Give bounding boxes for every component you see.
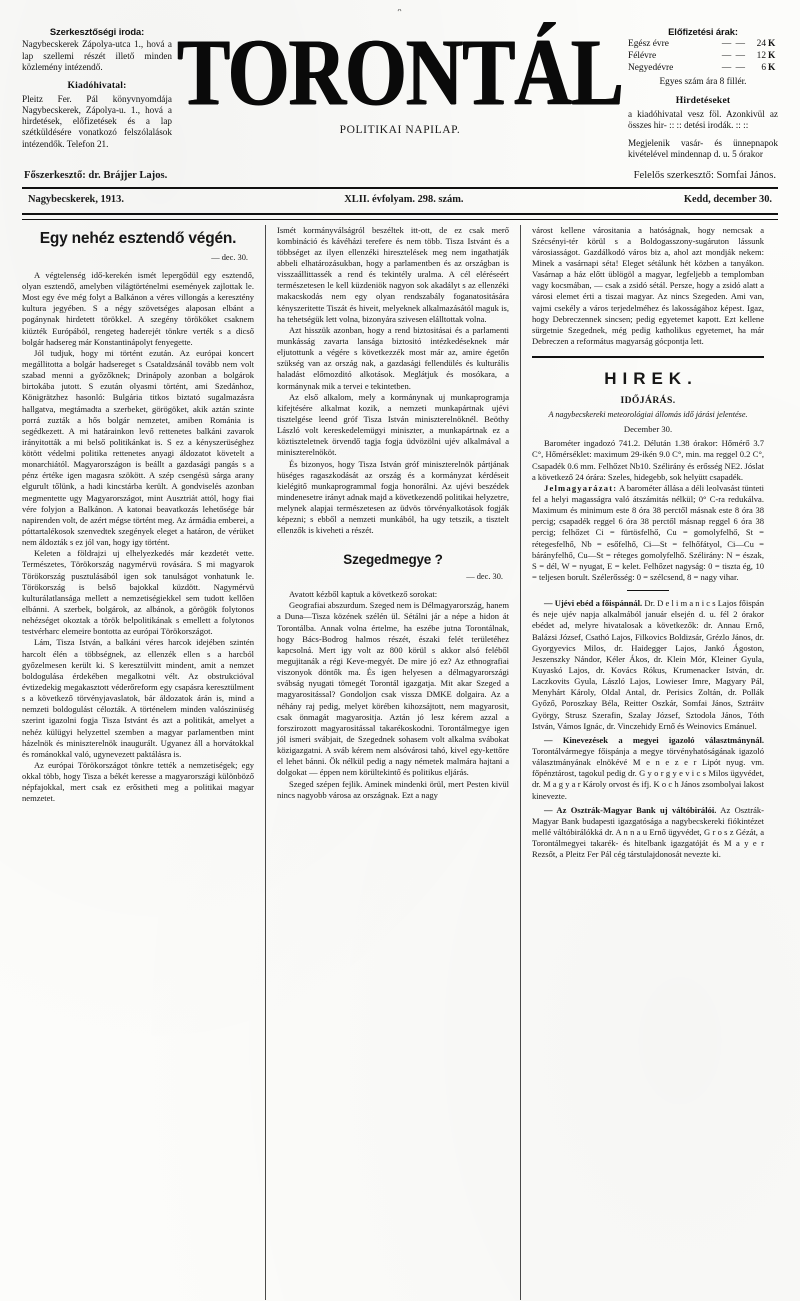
weather-heading: IDŐJÁRÁS. [620, 395, 676, 407]
weather-legend-key: Jelmagyarázat: [544, 482, 618, 493]
subscription-price-table [628, 39, 778, 74]
price-currency: K [768, 62, 776, 73]
second-article-date: — dec. 30. [466, 572, 503, 582]
newspaper-subtitle: POLITIKAI NAPILAP. [339, 123, 461, 136]
single-copy-price: Egyes szám ára 8 fillér. [659, 76, 747, 87]
column-3 [532, 225, 764, 1300]
top-registration-mark: ᴖ [397, 6, 403, 15]
news-item-lead: — Ujévi ebéd a főispánnál. [544, 598, 643, 609]
dateline-day-date: Kedd, december 30. [683, 193, 772, 205]
column-1 [22, 225, 254, 1300]
dateline-issue: XLII. évfolyam. 298. szám. [344, 193, 464, 205]
paragraph: Azt hisszük azonban, hogy a rend biztositásai és a parlamenti munkásság zavarta lansága biztositó intézkedéseknek már eljutottunk a végére s következzék most már az, amire égetőn szükség van az ország nak, a gazdasági fellendülés és kulturális haladást előmozditó alkotások. Meglátjuk és mosókara, a kormánynak mik a tervei e tekintetben. [277, 324, 509, 391]
column-divider [520, 225, 521, 1300]
column-divider [265, 225, 266, 1300]
news-item-lead: — Kinevezések a megyei igazoló választmánynál. [544, 734, 764, 745]
news-item-lead: — Az Osztrák-Magyar Bank uj váltóbirálói. [544, 804, 717, 815]
weather-station-note: A nagybecskereki meteorológiai állomás idő járási jelentése. [548, 409, 748, 419]
news-item-body: Torontálvármegye főispánja a megye törvényhatóságának igazoló választmányának elnökévé M e n e z e r Lipót nyug. vm. főpénztárost, tagokul pedig dr. G y o r g y e v i c s Milos ügyvédet, dr. M a g y a r Károly orvost és ifj. K o c h János zsombolyai lakost kinevezte. [532, 745, 764, 801]
lead-article-title: Egy nehéz esztendő végén. [39, 229, 237, 247]
price-label: Egész évre [628, 39, 669, 50]
advertisements-heading: Hirdetéseket [675, 95, 731, 107]
weather-legend [532, 483, 764, 583]
responsible-editor: Felelős szerkesztő: Somfai János. [633, 169, 776, 181]
news-item-body: Az Osztrák-Magyar Bank budapesti igazgatósága a nagybecskereki fiókintézet mellé váltóbirálókká dr. A n n a u Ernő ügyvédet, G r o s z Gézát, a Torontálmegyei takarék- és hitelbank igazgatóját és M a y e r Rezsőt, a Pleitz Fer Pál cég társtulajdonosát nevezte ki. [532, 804, 765, 860]
news-item-divider [627, 590, 669, 591]
news-item [532, 598, 764, 732]
price-label: Negyedévre [628, 62, 674, 73]
paragraph: várost kellene várositania a hatóságnak, hogy nemcsak a Szécsényi-tér körül s a Boldogasszony-sugáruton lássunk városiasságot. Gazdálkodó város biz a, ahol azt mondják nekem: Minek a vasárnapi séta! Eleget sétálunk hét közben a tanyákon. Vasárnap a ház előtt üblögöl a magyar, legfeljebb a templomban vagy kocsmában, — csak a zsidó sétál. Persze, hogy a zsidó alatt a városi elemet érti a tiszai magyar. Az nincs Szegeden. Ami van, vajmi csekély a város terjedelméhez és lakosságához képest. Igaz, hogy Debreczennek sincsen; pedig egyetemet kapott. Ezt kellene sürgetnie Szegednek, még pedig katholikus egyetemet, ha már Debreczen a református magyarság gócpontja lett. [532, 224, 764, 347]
paragraph: Az európai Törökországot tönkre tették a nemzetiségek; egy okkal több, hogy Tisza a békét keresse a magyarországi különböző népfajokkal, mert csak ez erősitheti meg a politikai magyar nemzetet. [22, 760, 254, 804]
paragraph: Keleten a földrajzi uj elhelyezkedés már kezdetét vette. Természetes, Törökország nagymérvü rovására. S mi magyarok Törökország pusztulásából igen sok tanulságot vonhatunk le. Törökország is belső bajokkal küzdött. Nagymérvü kulturálatlansága mellett a nemzetiségiekkel sem tudott kellően elbánni. A szerbek, bolgárok, az albánok, a görögök folytonos nehézséget okoztak a török belpolitikának s emellett a folytonos testvérharc elemeire bontotta az európai Törökországot. [22, 548, 254, 637]
lead-article-date: — dec. 30. [211, 252, 248, 262]
paragraph: Jól tudjuk, hogy mi történt ezután. Az európai koncert megállitotta a bolgár hadsereget s Csataldzsánál tovább nem volt szabad menni a győzőknek; Drinápoly azonban a bolgárok birtokába jutott. S ezután olyasmi történt, ami Szedánhoz, Königrätzhez hasonló: Bulgária titkos biztató sugalmazásra hallgatva, megtámadta a szerbeket, görögöket, akik aztán szinte porrá zuzták a hős bolgár nemzetet, amiben Románia is segédkezett. A mi határainkon levő rettenetes balkáni zavarok irányitották a mi belső politikánkat is. S ez a kényszerüséghez kötött védelmi politika rettenetes anyagi áldozatot követelt a monarchiától. Magyarországon is beállt a gazdasági pangás s a pénz értéke igen magasra szökött. A szép csengésü sárga arany elgurult tőlünk, a hadi kincstárba került. A gondviselés azonban megmentette ugy Magyarországot, mint Ausztriát attól, hogy fiai vére folyjon a Balkánon. A katonai beavatkozás lehetősége bár napirenden volt, de azért mégse történt meg. Az ármádia emberei, a póttartalékosok szenvedtek szegények eleget a határon, de vérüket nem áldozták s ez jól van, hogy igy történt. [22, 347, 254, 548]
news-section-rule [532, 356, 764, 358]
paragraph: Lám, Tisza István, a balkáni véres harcok idejében szintén harcolt élén a többségnek, az ellenzék ellen s a harcból győzelmesen került ki. S keresztülvitt mindent, amit a nemzet boldogulása érdekében megalkotni vélt. Az obstrukcióval évtizedekig megakasztott véderőreform egy csapásra keresztülment s a következő törvényjavaslatok, bár áldozatok árán is, mind a nemzeti boldogulást célozták. A történelem minden valószinüség szerint igazolni fogja Tisza Istvánt és azt a politikát, amelyet a nehéz külügyi helyzettel szemben a magyar parlamentben mint házelnök és miniszterelnök inaugurált. Ugyanez áll a horvátokkal és románokkal való, ugynevezett paktálásra is. [22, 637, 254, 759]
news-item [532, 735, 764, 802]
editorial-office-address: Nagybecskerek Zápolya-utca 1., hová a lap szellemi részét illető minden közlemény intézendő. [22, 39, 172, 72]
paragraph: Geografiai abszurdum. Szeged nem is Délmagyarország, hanem a Duna—Tisza közének szélén ül. Sétálni jár a népe a hidon át Torontálba. Annak volna értelme, ha eszébe jutna Torontálnak, hogy Bács-Bodrog halmos részét, északi felét területéhez kapcsolná. Mert igy volt az 800 körül s akkor alsó feléből megujitanák a régi Keve-megyét. De mire jó ez? Az ethnografiai viszonyok döntők ma. És igen helyesen a délmagyarországi svábság nyugati tömegét Torontál igazgatja. Mit akar Szeged a magyarositással? Gondoljon csak vissza DMKE dolgaira. Az a néhány raj pedig, melyet körében kihozsájtott, nem magyarosit, csak önmagát magyarositja. Aztán jó lesz kérem azzal a forszirozott magyarositással takarékoskodni. Torontálmegye igen jól ismeri svábjait, de Szegednek sohasem volt alkalma svábokat közigazgatni. A sváb kérem nem alsóvárosi tahó, kivel egy-kettőre el lehet bánni. Ök nélkül pedig a nagy németek malmára hajtani a dolgokat — éppen nem körültekintő és politikus eljárás. [277, 600, 509, 778]
article-columns [22, 225, 778, 1300]
news-item-body: Dr. D e l i m a n i c s Lajos főispán és neje ujév napja alkalmából január elsején d. u. fél 2 órakor ebédet ad, melyre hivatalosak a következők: dr. Annau Ernő, Balázsi József, Csathó Lajos, Filkovics Boldizsár, Grézlo János, dr. Gyorgyevics Milos, dr. Haidegger Lajos, Jankó Ágoston, Jeszenszky Nándor, Kéler Ákos, dr. Klein Mór, Kleiner Gyula, Kuyaskó Lajos, dr. Kovács Rókus, Krumenacker István, dr. Laczkovits Gyula, László Lajos, Lowieser Imre, Magyary Pál, Menyhárt Károly, Oldal Antal, dr. Perisics Zoltán, dr. Pollák Győző, Poroszkay Béla, Reitter Oszkár, Somfai János, Sztráitv György, Strusz Szerafin, Szalay József, Sztodola János, Tóth István, Vámos Ignác, dr. Vinczehidy Ernő és Weinovics Emánuel. [532, 598, 765, 731]
price-label: Félévre [628, 51, 657, 62]
paragraph: Az első alkalom, mely a kormánynak uj munkaprogramja kifejtésére alkalmat kozik, a nemzeti munkapártnak ujévi tisztelgése leend gróf Tisza István miniszterelnöknél. Beöthy László volt kereskedelemügyi miniszter, a munkapártnak ez a köztiszteletnek örvendő tagja fogja üdvözölni ujév alkalmával a miniszterelnököt. [277, 391, 509, 458]
byline-row [22, 170, 778, 181]
advertisements-body: a kiadóhivatal vesz föl. Azonkivül az összes hir- :: :: detési irodák. :: :: [628, 108, 778, 130]
dateline-rule [22, 213, 778, 220]
price-amount: 12 [756, 51, 766, 62]
second-article-title: Szegedmegye ? [343, 551, 443, 567]
paragraph: Ismét kormányválságról beszéltek itt-ott, de ez csak merő kombináció és kávéházi terefere és nem több. Tisza Istvánt és a többséget az ilyen ellenzéki hiresztelések meg nem ingathatják abbeli elhatározásukban, hogy a parlamentben és az országban is visszaállittassék a rend és tekintély uralma. A cél eléréseért természetesen le kell küzdeniök nagyon sok akadályt s az ellenzéki makacskodás nem egy olyan rendszabály foganatositására kényszeritette Tiszát és hiveit, melyeknek alkalmazásától maguk is, ha tehetségük lett volna, bizonyára szivesen elálltottak volna. [277, 224, 509, 324]
weather-report: Barométer ingadozó 741.2. Délután 1.38 órakor: Hőmérő 3.7 C°, Hőmérséklet: maximum 29-ikén 9.0 C°, min. ma reggel 0.2 C°, Csapadék 0.6 mm. Felhőzet Nb10. Szélirány és erősség NE2. Jóslat a következő 24 órára: Szeles, hidegebb, sok helyütt csapadék. [532, 438, 764, 482]
editor-in-chief: Főszerkesztő: dr. Brájjer Lajos. [24, 169, 168, 181]
paragraph: Szeged szépen fejlik. Aminek mindenki örül, mert Pesten kivül nincs nagyobb városa az országnak. Ezt a nagy [277, 778, 509, 800]
editorial-office-heading: Szerkesztőségi iroda: [49, 26, 145, 37]
publisher-heading: Kiadóhivatal: [67, 80, 127, 92]
subscription-prices-heading: Előfizetési árak: [668, 26, 738, 37]
news-item [532, 805, 764, 861]
imprint-right [628, 26, 778, 161]
price-row [628, 51, 778, 63]
column-2 [277, 225, 509, 1300]
dateline [22, 189, 778, 209]
weather-date: December 30. [623, 424, 673, 435]
price-row [628, 63, 778, 75]
price-dash: — — [721, 62, 746, 73]
publication-schedule: Megjelenik vasár- és ünnepnapok kivételével mindennap d. u. 5 órakor [628, 138, 778, 160]
price-currency: K [768, 39, 776, 50]
masthead-center [172, 18, 628, 136]
paragraph: És bizonyos, hogy Tisza István gróf miniszterelnök pártjának hüséges ragaszkodását az ország és a kormányzat kérdéseit kielégitő munkaprogrammal fogja honorálni. Az ujévi beszédek mindenesetre irányt adnak majd a következendő politikai helyzetre, melynek alapjai természetesen az üdvös törvényalkotások fogják képezni; s ebből a nemzeti munkából, ha ugy tetszik, a tisztelt ellenzők is kiveheti a részét. [277, 458, 509, 536]
news-section-heading: HIREK. [604, 369, 698, 389]
price-dash: — — [721, 51, 746, 62]
price-currency: K [768, 51, 776, 62]
masthead [22, 10, 778, 161]
paragraph: A végtelenség idő-kerekén ismét lepergődül egy esztendő, olyan esztendő, amelyben világtörténelmi események zajlottak le. Most egy éve még folyt a Balkánon a véres villongás a keresztény kultura jegyében. S a négy szövetséges alaposan elbánt a pogánynak hirdetett törökkel. A szegény törököket csaknem kiüzték Európából, rengeteg haderejét tönkre verték s a dicső bolgár hadsereg már Konstantinápolyt fenyegette. [22, 269, 254, 347]
price-dash: — — [721, 39, 746, 50]
price-row [628, 39, 778, 51]
price-amount: 24 [756, 39, 766, 50]
paragraph: Avatott kézből kaptuk a következő sorokat: [289, 589, 438, 600]
imprint-left [22, 26, 172, 150]
newspaper-logo: TORONTÁL [177, 18, 623, 125]
weather-legend-body: A barométer állása a déli leolvasást tünteti fel a helyi magasságra való átszámitás nélkül; 0° C-ra redukálva. Maximum és minimum este 8 óra 38 perctől másnak este 8 óra 38 percig; csapadék reggel 6 óra 38 perctől másnap reggel 6 óra 38 percig; felhőzet Ci = fürtösfelhő, Cu = gomolyfelhő, St = rétegesfelhő, Nb = esőfelhő, Ci—St = felhőfátyol, Ci—Cu = bárányfelhő, Cu—St = réteges gomolyfelhő. Szélirány: N = észak, S = dél, W = nyugat, E = kelet. Felhőzet nagyság: 0 = tiszta ég, 10 = teljesen borult. Szélerősség: 0 = szélcsend, 8 = nagy vihar. [532, 482, 764, 582]
dateline-place-year: Nagybecskerek, 1913. [28, 193, 124, 205]
price-amount: 6 [761, 62, 766, 73]
publisher-address: Pleitz Fer. Pál könyvnyomdája Nagybecskerek, Zápolya-u. 1., hová a hirdetések, előfizetések és a lap szétküldésére vonatkozó felszólalások intézendők. Telefon 21. [22, 93, 172, 149]
